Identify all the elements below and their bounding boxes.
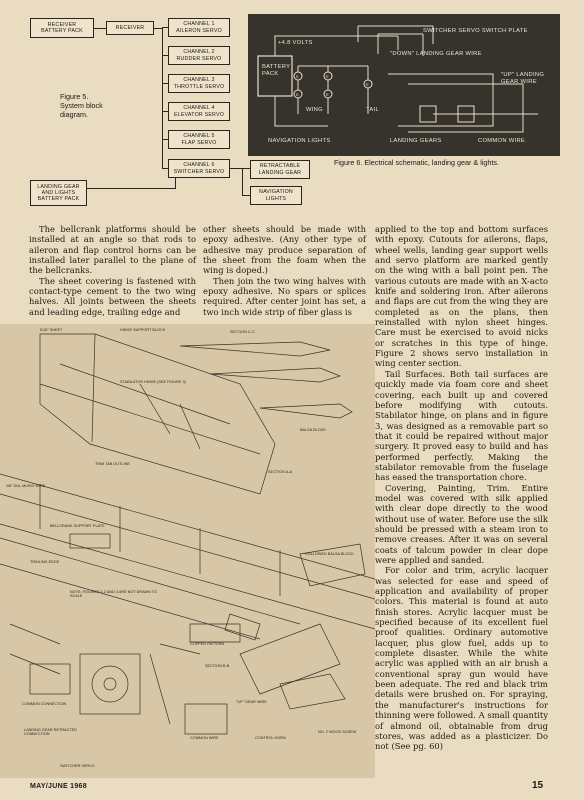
gear-battery-box: [30, 180, 87, 206]
plan-label: NOTE: FIGURES 1,2 AND 3 ARE NOT DRAWN TO SCALE: [70, 590, 157, 599]
plan-label: SECTION A-A: [268, 470, 293, 474]
paragraph: applied to the top and bottom surfaces with epoxy. Cutouts for ailerons, flaps, wheel wells, landing gear support wells and servo platform are marked gently on the wing with a ball point pen. The various cutouts are made with an X-acto knife and soldering iron. After ailerons and flaps are cut from the wing they are completed as on the plans, then reinstalled with nylon sheet hinges. Care must be exercised to avoid nicks or scratches in this type of hinge. Figure 2 shows servo installation in wing center section.: [375, 224, 548, 369]
schematic-battery: BATTERY PACK: [262, 64, 291, 77]
navigation-lights-label: NAVIGATION LIGHTS: [259, 189, 293, 202]
channel-1-label: CHANNEL 1 AILERON SERVO: [176, 21, 222, 34]
plan-label: COPPER PATTERN: [190, 642, 225, 646]
svg-text:E: E: [296, 92, 299, 97]
gear-battery-label: LANDING GEAR AND LIGHTS BATTERY PACK: [37, 183, 80, 203]
channel-4-box: [168, 102, 230, 121]
plan-label: BELLCRANK SUPPORT PLATE: [50, 524, 105, 528]
svg-text:E: E: [366, 82, 369, 87]
paragraph: The bellcrank platforms should be installed at an angle so that rods to aileron and flap control horns can be installed later parallel to the plane of the bellcranks.: [29, 224, 196, 276]
figure-5-caption: Figure 5. System block diagram.: [60, 92, 103, 119]
svg-text:E: E: [326, 92, 329, 97]
plan-label: TRAILING EDGE: [30, 560, 60, 564]
footer-date: MAY/JUNE 1968: [30, 783, 87, 790]
plan-label: COMMON CONNECTION: [22, 702, 67, 706]
plan-label: BALSA BLOCK: [300, 428, 326, 432]
plan-label: SWITCHER SERVO: [60, 764, 95, 768]
receiver-box: [106, 21, 154, 35]
channel-4-label: CHANNEL 4 ELEVATOR SERVO: [173, 105, 225, 118]
paragraph: Then join the two wing halves with epoxy adhesive. No spars or splices required. After center joint has set, a two inch wide strip of fiber glass is: [203, 275, 366, 317]
channel-6-box: [168, 159, 230, 178]
schematic-wing: WING: [306, 107, 323, 113]
paragraph: Covering, Painting, Trim. Entire model was covered with silk applied with clear dope directly to the wood without use of water. Before use the silk should be pressed with a steam iron to remove creases. After it was on several coats of talcum powder in clear dope were applied and sanded.: [375, 482, 548, 565]
paragraph: For color and trim, acrylic lacquer was selected for ease and speed of application and availability of proper colors. This material is found at auto finish stores. Acrylic lacquer must be specified because of its excellent fuel proof qualities. Ordinary automotive lacquer, plus glow fuel, adds up to complete disaster. While the white acrylic was applied with an air brush a conventional spray gun would have been adequate. The red and black trim details were brushed on. For spraying, the manufacturer's instructions for thinning were followed. A small quantity of almond oil, obtainable from drug stores, was added as a plasticizer. Do not (See pg. 60): [375, 565, 548, 752]
channel-5-box: [168, 130, 230, 149]
plan-label: HOLLOWED BALSA BLOCK: [305, 552, 354, 556]
paragraph: other sheets should be made with epoxy adhesive. (Any other type of adhesive may produce separation of the sheet from the foam when the wing is doped.): [203, 224, 366, 276]
column-2-text: [203, 224, 366, 317]
plan-label: STABILATOR HINGE (SEE FIGURE 3): [120, 380, 186, 384]
retractable-gear-box: [250, 160, 310, 179]
channel-2-box: [168, 46, 230, 65]
schematic-volts: +4.8 VOLTS: [278, 40, 313, 46]
schematic-tail: TAIL: [366, 107, 380, 113]
schematic-down-wire: "DOWN" LANDING GEAR WIRE: [390, 51, 482, 57]
figure-6-caption: Figure 6. Electrical schematic, landing gear & lights.: [334, 158, 499, 167]
plan-label: HINGE SUPPORT BLOCK: [120, 328, 166, 332]
paragraph: Tail Surfaces. Both tail surfaces are quickly made via foam core and sheet covering, each built up and covered before modifying with cutouts. Stabilator hinge, on plans and in figure 3, was designed as a removable part so that it could be repaired without major surgery. It proved easy to build and has performed perfectly. Making the stabilator removable from the fuselage has eased the transportation chore.: [375, 368, 548, 483]
plan-label: TRIM TAB OUTLINE: [95, 462, 130, 466]
paragraph: The sheet covering is fastened with contact-type cement to the two wing halves. All joints between the sheets and leading edge, trailing edge and: [29, 275, 196, 317]
channel-6-label: CHANNEL 6 SWITCHER SERVO: [173, 162, 225, 175]
schematic-switch-plate: SWITCHER SERVO SWITCH PLATE: [423, 28, 528, 34]
plans-linework: [0, 324, 375, 778]
plan-label: LANDING GEAR RETRACTED CONNECTION: [24, 728, 77, 737]
schematic-landing-gears: LANDING GEARS: [390, 138, 442, 144]
receiver-battery-label: RECEIVER BATTERY PACK: [41, 21, 83, 34]
receiver-battery-box: [30, 18, 94, 38]
schematic-nav-lights: NAVIGATION LIGHTS: [268, 138, 331, 144]
navigation-lights-box: [250, 186, 302, 205]
svg-text:E: E: [326, 74, 329, 79]
plan-label: 1/8" DIA. MUSIC WIRE: [6, 484, 46, 488]
column-1-text: [29, 224, 196, 317]
svg-text:E: E: [296, 74, 299, 79]
page-number: 15: [532, 780, 544, 791]
channel-2-label: CHANNEL 2 RUDDER SERVO: [176, 49, 222, 62]
plan-label: NO. 2 WOOD SCREW: [318, 730, 357, 734]
schematic-up-wire: "UP" LANDING GEAR WIRE: [501, 72, 545, 85]
electrical-schematic: [248, 14, 560, 156]
channel-3-label: CHANNEL 3 THROTTLE SERVO: [173, 77, 225, 90]
plan-label: CONTROL HORN: [255, 736, 286, 740]
channel-5-label: CHANNEL 5 FLAP SERVO: [181, 133, 217, 146]
channel-1-box: [168, 18, 230, 37]
plan-label: SECTION B-B: [205, 664, 230, 668]
plan-label: SECTION C-C: [230, 330, 255, 334]
plans-drawing: [0, 324, 375, 778]
retractable-gear-label: RETRACTABLE LANDING GEAR: [258, 163, 302, 176]
schematic-common-wire: COMMON WIRE: [478, 138, 526, 144]
plan-label: 5/16" SHEET: [40, 328, 63, 332]
plan-label: "UP" GEAR WIRE: [236, 700, 267, 704]
plan-label: COMMON WIRE: [190, 736, 219, 740]
channel-3-box: [168, 74, 230, 93]
receiver-label: RECEIVER: [115, 24, 145, 31]
column-3-text: [375, 224, 548, 752]
